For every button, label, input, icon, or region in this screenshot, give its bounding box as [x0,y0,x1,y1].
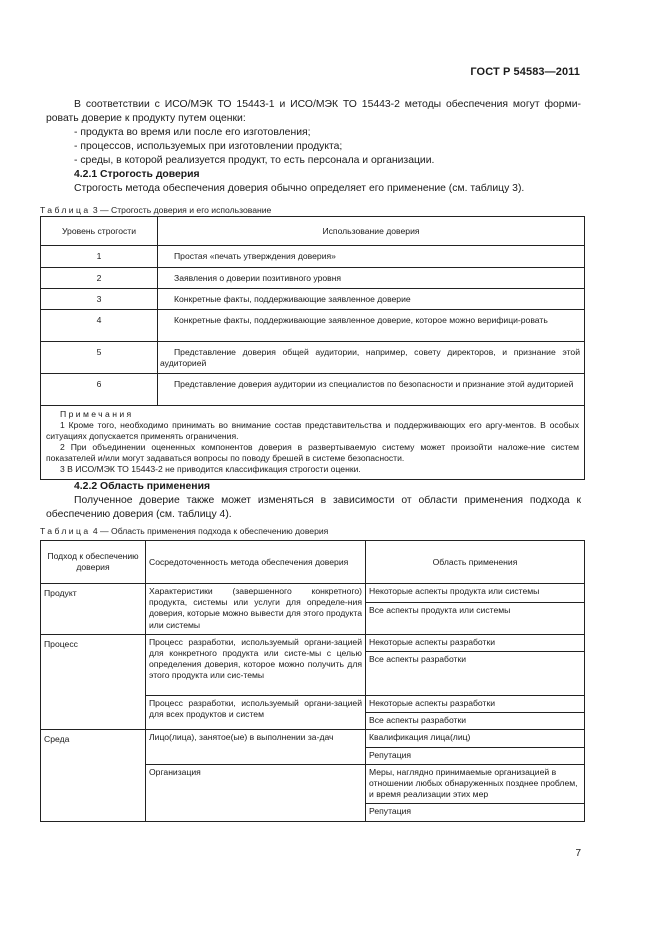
area-cell: Некоторые аспекты разработки [366,696,585,713]
intro-item: - процессов, используемых при изготовлении продукта; [74,141,343,152]
section-422-text: Полученное доверие также может изменяться в зависимости от области применения подхода к обеспечению доверия (см. таблицу 4). [46,495,581,520]
table-row [41,310,585,342]
section-422-title: 4.2.2 Область применения [74,481,211,492]
usage-text: Конкретные факты, поддерживающие заявленное доверие, которое можно верифици-ровать [174,315,548,325]
table3-notes-row [41,406,585,480]
usage-cell [158,246,585,268]
intro-item: - продукта во время или после его изготовления; [74,127,311,138]
area-cell: Меры, наглядно принимаемые организацией в отношении любых обнаруженных позднее проблем, и время реализации этих мер [366,764,585,804]
approach-cell-environment: Среда [41,730,146,821]
table-row [41,730,585,747]
focus-cell: Лицо(лица), занятое(ые) в выполнении за-дач [146,730,366,764]
section-422 [40,480,581,537]
table-4 [40,540,585,822]
approach-cell-product: Продукт [41,584,146,635]
table-row [41,268,585,289]
usage-cell [158,342,585,374]
section-421-text: Строгость метода обеспечения доверия обычно определяет его применение (см. таблицу 3). [74,183,525,194]
section-421-title: 4.2.1 Строгость доверия [74,169,200,180]
table4-header-row [41,541,585,584]
table3-header-level: Уровень строгости [41,217,158,246]
area-cell: Репутация [366,804,585,821]
area-cell: Репутация [366,747,585,764]
usage-cell [158,268,585,289]
table3-notes [41,406,585,480]
usage-text: Заявления о доверии позитивного уровня [174,273,342,283]
table4-header-approach: Подход к обеспечению доверия [41,541,146,584]
area-cell: Все аспекты разработки [366,713,585,730]
usage-text: Простая «печать утверждения доверия» [174,251,336,261]
note-item: 3 В ИСО/МЭК ТО 15443-2 не приводится классификация строгости оценки. [60,464,361,474]
table3-header-usage: Использование доверия [158,217,585,246]
area-cell: Некоторые аспекты продукта или системы [366,584,585,603]
table3-header-row [41,217,585,246]
note-item: 2 При объединении оцененных компонентов доверия в развертываемую систему может произойти наложе-ние систем показателей и/или могут задаваться вопросы по поводу брешей в системе безопасности. [46,442,579,463]
area-cell: Некоторые аспекты разработки [366,634,585,651]
usage-text: Конкретные факты, поддерживающие заявленное доверие [174,294,411,304]
table3-caption-text: 3 — Строгость доверия и его использование [92,205,272,215]
intro-item: - среды, в которой реализуется продукт, то есть персонала и организации. [74,155,435,166]
usage-text: Представление доверия общей аудитории, например, совету директоров, и признание этой аудиторией [160,347,580,368]
level-cell: 3 [41,289,158,310]
table-3 [40,216,585,480]
table-row [41,246,585,268]
level-cell: 1 [41,246,158,268]
table4-caption-text: 4 — Область применения подхода к обеспечению доверия [92,526,329,536]
intro-paragraph: В соответствии с ИСО/МЭК ТО 15443-1 и ИСО/МЭК ТО 15443-2 методы обеспечения могут форми-ровать доверие к продукту путем оценки: [46,99,581,124]
table3-caption-word: Таблица [40,205,91,215]
table3-caption [40,205,581,216]
table4-caption-word: Таблица [40,526,91,536]
notes-title: Примечания [60,409,134,419]
note-item: 1 Кроме того, необходимо принимать во внимание состав представительства и поддерживающих его аргу-ментов. В особых ситуациях допускается применять ограничения. [46,420,579,441]
intro-block [40,98,581,216]
focus-cell: Процесс разработки, используемый органи-зацией для всех продуктов и систем [146,696,366,730]
level-cell: 2 [41,268,158,289]
table4-header-focus: Сосредоточенность метода обеспечения доверия [146,541,366,584]
level-cell: 5 [41,342,158,374]
area-cell: Квалификация лица(лиц) [366,730,585,747]
table-row [41,342,585,374]
table-row [41,584,585,603]
focus-cell: Процесс разработки, используемый органи-зацией для конкретного продукта или систе-мы с целью определения доверия, которое можно получить для этого продукта или сис-темы [146,634,366,695]
area-cell: Все аспекты продукта или системы [366,602,585,634]
page-number: 7 [575,848,581,859]
table4-header-area: Область применения [366,541,585,584]
table-row [41,374,585,406]
focus-cell: Характеристики (завершенного конкретного) продукта, системы или услуги для определе-ния доверия, которые можно вывести для этого продукта или системы [146,584,366,635]
usage-text: Представление доверия аудитории из специалистов по безопасности и признание этой аудиторией [174,379,574,389]
focus-cell: Организация [146,764,366,821]
approach-cell-process: Процесс [41,634,146,730]
level-cell: 6 [41,374,158,406]
table-row [41,634,585,651]
level-cell: 4 [41,310,158,342]
table-row [41,289,585,310]
area-cell: Все аспекты разработки [366,652,585,696]
usage-cell [158,374,585,406]
usage-cell [158,289,585,310]
standard-code: ГОСТ Р 54583—2011 [470,66,580,78]
table4-caption [40,526,581,537]
usage-cell [158,310,585,342]
